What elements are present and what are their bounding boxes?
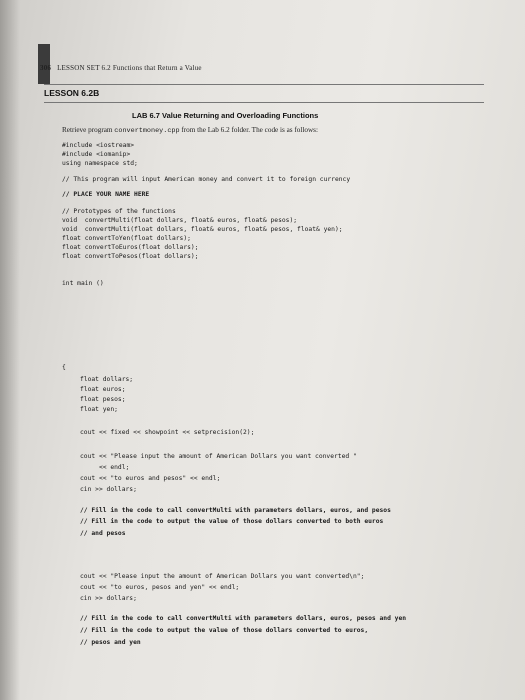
- header-rule-top: [44, 84, 484, 85]
- intro-text-after: from the Lab 6.2 folder. The code is as follows:: [179, 126, 318, 134]
- code-line: using namespace std;: [62, 160, 138, 167]
- code-line: void convertMulti(float dollars, float& euros, float& pesos);: [62, 217, 298, 224]
- code-line: // This program will input American money and convert it to foreign currency: [62, 176, 351, 183]
- code-line: #include <iostream>: [62, 142, 135, 149]
- intro-text-before: Retrieve program: [62, 126, 115, 134]
- code-line: // PLACE YOUR NAME HERE: [62, 191, 150, 198]
- code-line: cout << fixed << showpoint << setprecision(2);: [80, 429, 255, 436]
- code-line: float convertToPesos(float dollars);: [62, 253, 199, 260]
- running-head-text: LESSON SET 6.2 Functions that Return a Value: [57, 64, 202, 72]
- code-line: // Fill in the code to output the value of those dollars converted to euros,: [80, 627, 369, 634]
- code-line: cout << "to euros, pesos and yen" << endl;: [80, 584, 240, 591]
- code-line: {: [62, 364, 66, 371]
- code-line: float convertToEuros(float dollars);: [62, 244, 199, 251]
- code-line: cin >> dollars;: [80, 486, 137, 493]
- code-line: #include <iomanip>: [62, 151, 131, 158]
- code-line: float dollars;: [80, 376, 134, 383]
- intro-filename: convertmoney.cpp: [114, 127, 180, 135]
- page-shadow: [0, 0, 20, 700]
- running-head: [40, 64, 202, 72]
- code-line: float euros;: [80, 386, 126, 393]
- code-line: // Prototypes of the functions: [62, 208, 176, 215]
- code-line: // pesos and yen: [80, 639, 141, 646]
- code-line: cin >> dollars;: [80, 595, 137, 602]
- code-line: // Fill in the code to call convertMulti with parameters dollars, euros, pesos and yen: [80, 615, 407, 622]
- header-rule-bottom: [44, 102, 484, 103]
- code-line: cout << "to euros and pesos" << endl;: [80, 475, 221, 482]
- code-line: cout << "Please input the amount of American Dollars you want converted ": [80, 453, 357, 460]
- code-line: float yen;: [80, 406, 118, 413]
- code-line: float convertToYen(float dollars);: [62, 235, 191, 242]
- code-line: int main (): [62, 280, 104, 287]
- intro-paragraph: [62, 126, 318, 135]
- code-line: cout << "Please input the amount of American Dollars you want converted\n";: [80, 573, 365, 580]
- code-line: float pesos;: [80, 396, 126, 403]
- lab-title: LAB 6.7 Value Returning and Overloading Functions: [132, 111, 319, 120]
- page-number: 306: [40, 64, 52, 72]
- code-line: void convertMulti(float dollars, float& euros, float& pesos, float& yen);: [62, 226, 343, 233]
- code-line: // and pesos: [80, 530, 126, 537]
- code-line: << endl;: [80, 464, 130, 471]
- code-line: // Fill in the code to call convertMulti with parameters dollars, euros, and pesos: [80, 507, 391, 514]
- code-line: // Fill in the code to output the value of those dollars converted to both euros: [80, 518, 384, 525]
- lesson-label: LESSON 6.2B: [44, 88, 100, 98]
